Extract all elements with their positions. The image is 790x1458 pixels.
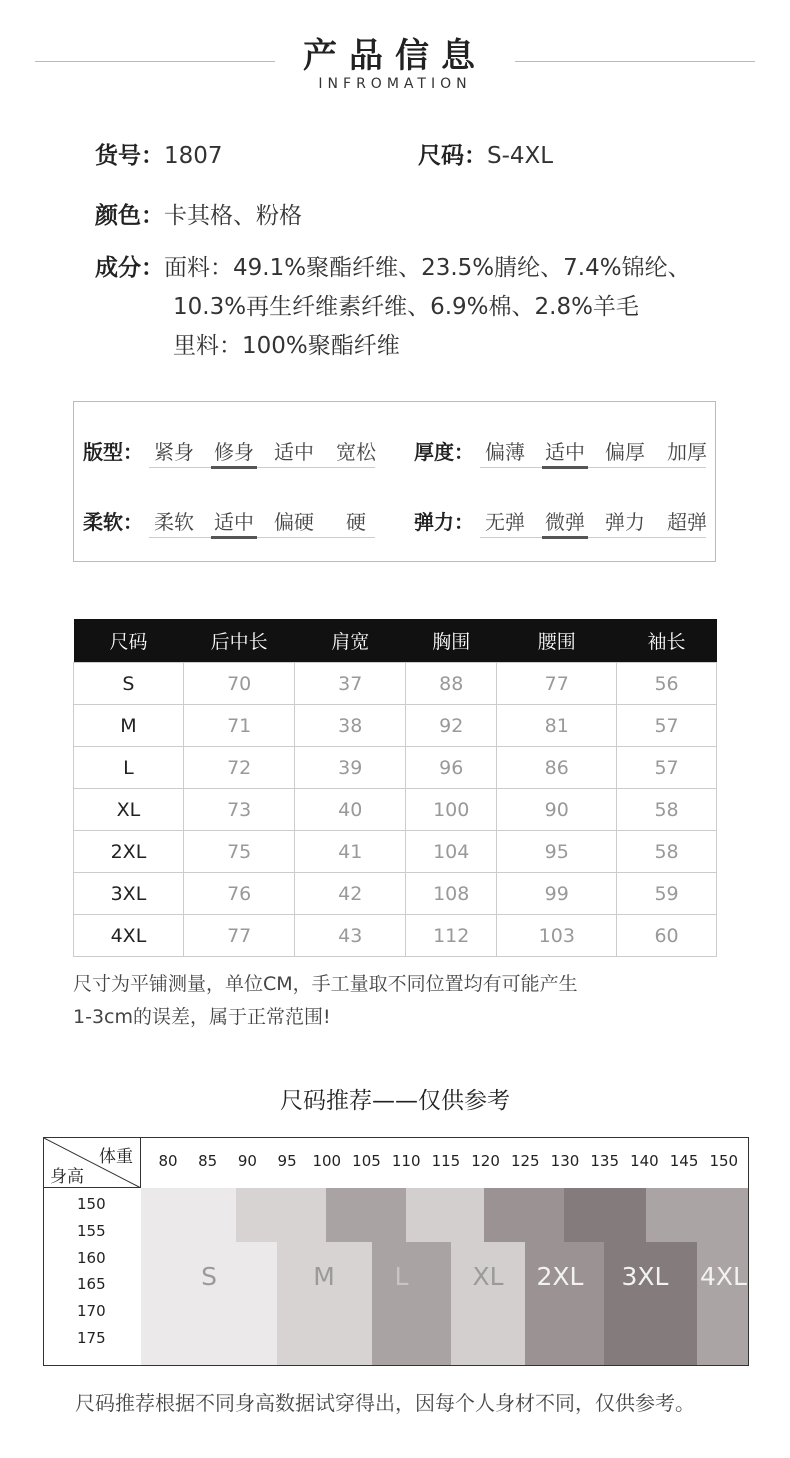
attribute-option: 偏厚: [605, 440, 645, 464]
weight-column-label: 145: [669, 1152, 699, 1170]
attribute-selected-marker: [542, 466, 588, 469]
attribute-option: 无弹: [485, 510, 525, 534]
attribute-underline: [149, 537, 375, 538]
size-zone-3xl: [564, 1188, 646, 1242]
size-zone-2xl: [525, 1242, 604, 1366]
measure-cell: 57: [617, 747, 717, 789]
size-cell: XL: [74, 789, 184, 831]
measure-cell: 56: [617, 663, 717, 705]
measure-cell: 37: [295, 663, 406, 705]
table-row: [74, 705, 717, 747]
measure-cell: 77: [183, 915, 295, 957]
measure-cell: 108: [405, 873, 496, 915]
attribute-label: 版型：: [83, 440, 143, 464]
attribute-label: 柔软：: [83, 510, 143, 534]
size-zone-label: L: [394, 1262, 409, 1291]
size-table: [73, 619, 717, 957]
measure-cell: 77: [497, 663, 617, 705]
size-zone-l: [372, 1242, 451, 1366]
attribute-option: 适中: [274, 440, 314, 464]
size-cell: 2XL: [74, 831, 184, 873]
size-zone-4xl: [697, 1242, 749, 1366]
measure-cell: 95: [497, 831, 617, 873]
composition-line-3: 里料：100%聚酯纤维: [173, 333, 400, 359]
attribute-label: 厚度：: [414, 440, 474, 464]
attribute-row: [83, 436, 383, 466]
size-zone-label: XL: [472, 1262, 504, 1291]
composition: [95, 249, 691, 282]
weight-axis-label: 体重: [99, 1147, 133, 1167]
composition-line-2: 10.3%再生纤维素纤维、6.9%棉、2.8%羊毛: [173, 294, 639, 320]
measure-cell: 43: [295, 915, 406, 957]
attribute-underline: [149, 467, 375, 468]
page-title: 产品信息: [303, 36, 487, 76]
measure-cell: 39: [295, 747, 406, 789]
size-zone-label: 2XL: [536, 1262, 584, 1291]
recommendation-title: 尺码推荐——仅供参考: [280, 1088, 510, 1114]
measure-cell: 112: [405, 915, 496, 957]
size-zone-m: [236, 1188, 326, 1242]
measure-cell: 96: [405, 747, 496, 789]
attribute-row: [83, 506, 383, 536]
attribute-selected-marker: [211, 536, 257, 539]
item-number: [95, 137, 223, 170]
weight-column-label: 130: [550, 1152, 580, 1170]
weight-column-label: 135: [590, 1152, 619, 1170]
size-table-header: 腰围: [497, 619, 617, 663]
measure-cell: 42: [295, 873, 406, 915]
weight-column-label: 140: [630, 1152, 659, 1170]
attribute-row: [414, 506, 714, 536]
size-range: [418, 137, 553, 170]
table-row: [74, 747, 717, 789]
table-row: [74, 663, 717, 705]
measure-cell: 99: [497, 873, 617, 915]
attribute-option: 适中: [214, 510, 254, 534]
size-range-label: 尺码：: [418, 143, 487, 169]
colors-value: 卡其格、粉格: [164, 203, 302, 229]
measure-cell: 72: [183, 747, 295, 789]
size-cell: S: [74, 663, 184, 705]
colors-label: 颜色：: [95, 203, 164, 229]
height-row-label: 165: [77, 1275, 106, 1294]
size-zone-l: [326, 1188, 406, 1242]
weight-column-label: 150: [709, 1152, 739, 1170]
size-table-header: 袖长: [617, 619, 717, 663]
measure-cell: 90: [497, 789, 617, 831]
height-row-label: 160: [77, 1248, 106, 1267]
size-zone-3xl: [604, 1242, 697, 1366]
size-cell: M: [74, 705, 184, 747]
attribute-label: 弹力：: [414, 510, 474, 534]
measure-cell: 81: [497, 705, 617, 747]
measure-note-line-1: 尺寸为平铺测量，单位CM，手工量取不同位置均有可能产生: [73, 973, 578, 995]
weight-column-label: 90: [237, 1152, 257, 1170]
size-zone-4xl: [646, 1188, 749, 1242]
size-table-header: 后中长: [183, 619, 295, 663]
measure-cell: 100: [405, 789, 496, 831]
composition-line-1: 面料：49.1%聚酯纤维、23.5%腈纶、7.4%锦纶、: [164, 255, 691, 281]
measure-cell: 71: [183, 705, 295, 747]
attribute-option: 弹力: [605, 510, 645, 534]
measure-cell: 103: [497, 915, 617, 957]
size-range-value: S-4XL: [487, 143, 554, 169]
weight-column-label: 100: [312, 1152, 342, 1170]
size-cell: 4XL: [74, 915, 184, 957]
attribute-box: [73, 401, 716, 562]
weight-column-label: 110: [391, 1152, 421, 1170]
attribute-option: 偏硬: [274, 510, 314, 534]
attribute-underline: [480, 467, 706, 468]
measure-cell: 70: [183, 663, 295, 705]
item-number-value: 1807: [164, 143, 223, 169]
attribute-row: [414, 436, 714, 466]
size-recommendation-grid: [43, 1137, 749, 1366]
measure-cell: 38: [295, 705, 406, 747]
size-zone-label: S: [201, 1262, 217, 1291]
weight-column-label: 115: [431, 1152, 461, 1170]
height-row-label: 150: [77, 1195, 106, 1213]
attribute-option: 柔软: [154, 510, 194, 534]
colors: [95, 197, 302, 230]
size-zone-xl: [406, 1188, 484, 1242]
size-zone-2xl: [484, 1188, 564, 1242]
attribute-option: 微弹: [545, 510, 585, 534]
weight-column-label: 105: [352, 1152, 381, 1170]
table-row: [74, 789, 717, 831]
height-row-label: 155: [77, 1221, 106, 1240]
attribute-underline: [480, 537, 706, 538]
measure-cell: 57: [617, 705, 717, 747]
weight-column-label: 120: [471, 1152, 500, 1170]
item-number-label: 货号：: [95, 143, 164, 169]
measure-cell: 41: [295, 831, 406, 873]
measure-cell: 92: [405, 705, 496, 747]
attribute-option: 偏薄: [485, 440, 525, 464]
attribute-option: 修身: [214, 440, 254, 464]
table-row: [74, 831, 717, 873]
page-subtitle: INFROMATION: [318, 76, 472, 92]
weight-column-label: 85: [198, 1152, 218, 1170]
table-row: [74, 915, 717, 957]
weight-column-label: 95: [277, 1152, 297, 1170]
size-table-header: 肩宽: [295, 619, 406, 663]
composition-label: 成分：: [95, 255, 164, 281]
size-zone-label: M: [313, 1262, 335, 1291]
attribute-option: 紧身: [154, 440, 194, 464]
size-table-header: 尺码: [74, 619, 184, 663]
measure-note-line-2: 1-3cm的误差，属于正常范围!: [73, 1006, 331, 1028]
measure-cell: 76: [183, 873, 295, 915]
measure-cell: 73: [183, 789, 295, 831]
footer-note: 尺码推荐根据不同身高数据试穿得出，因每个人身材不同，仅供参考。: [75, 1391, 695, 1415]
measure-cell: 86: [497, 747, 617, 789]
height-row-label: 175: [77, 1329, 106, 1347]
size-cell: 3XL: [74, 873, 184, 915]
attribute-option: 硬: [346, 510, 366, 534]
measure-cell: 75: [183, 831, 295, 873]
size-zone-xl: [451, 1242, 525, 1366]
attribute-option: 宽松: [336, 440, 376, 464]
size-zone-label: 3XL: [621, 1262, 669, 1291]
attribute-option: 适中: [545, 440, 585, 464]
weight-column-label: 125: [510, 1152, 540, 1170]
height-axis-label: 身高: [50, 1167, 84, 1187]
height-row-label: 170: [77, 1302, 106, 1321]
measure-cell: 58: [617, 831, 717, 873]
attribute-option: 超弹: [667, 510, 707, 534]
attribute-selected-marker: [211, 466, 257, 469]
grid-corner: [44, 1138, 141, 1188]
measure-cell: 58: [617, 789, 717, 831]
size-zone-s: [236, 1242, 277, 1366]
attribute-selected-marker: [542, 536, 588, 539]
weight-column-label: 80: [158, 1152, 178, 1170]
size-cell: L: [74, 747, 184, 789]
attribute-option: 加厚: [667, 440, 707, 464]
measure-cell: 59: [617, 873, 717, 915]
table-row: [74, 873, 717, 915]
size-zone-m: [277, 1242, 372, 1366]
measure-cell: 88: [405, 663, 496, 705]
measure-cell: 40: [295, 789, 406, 831]
size-table-header: 胸围: [405, 619, 496, 663]
measure-cell: 104: [405, 831, 496, 873]
measure-cell: 60: [617, 915, 717, 957]
size-zone-label: 4XL: [700, 1262, 747, 1291]
